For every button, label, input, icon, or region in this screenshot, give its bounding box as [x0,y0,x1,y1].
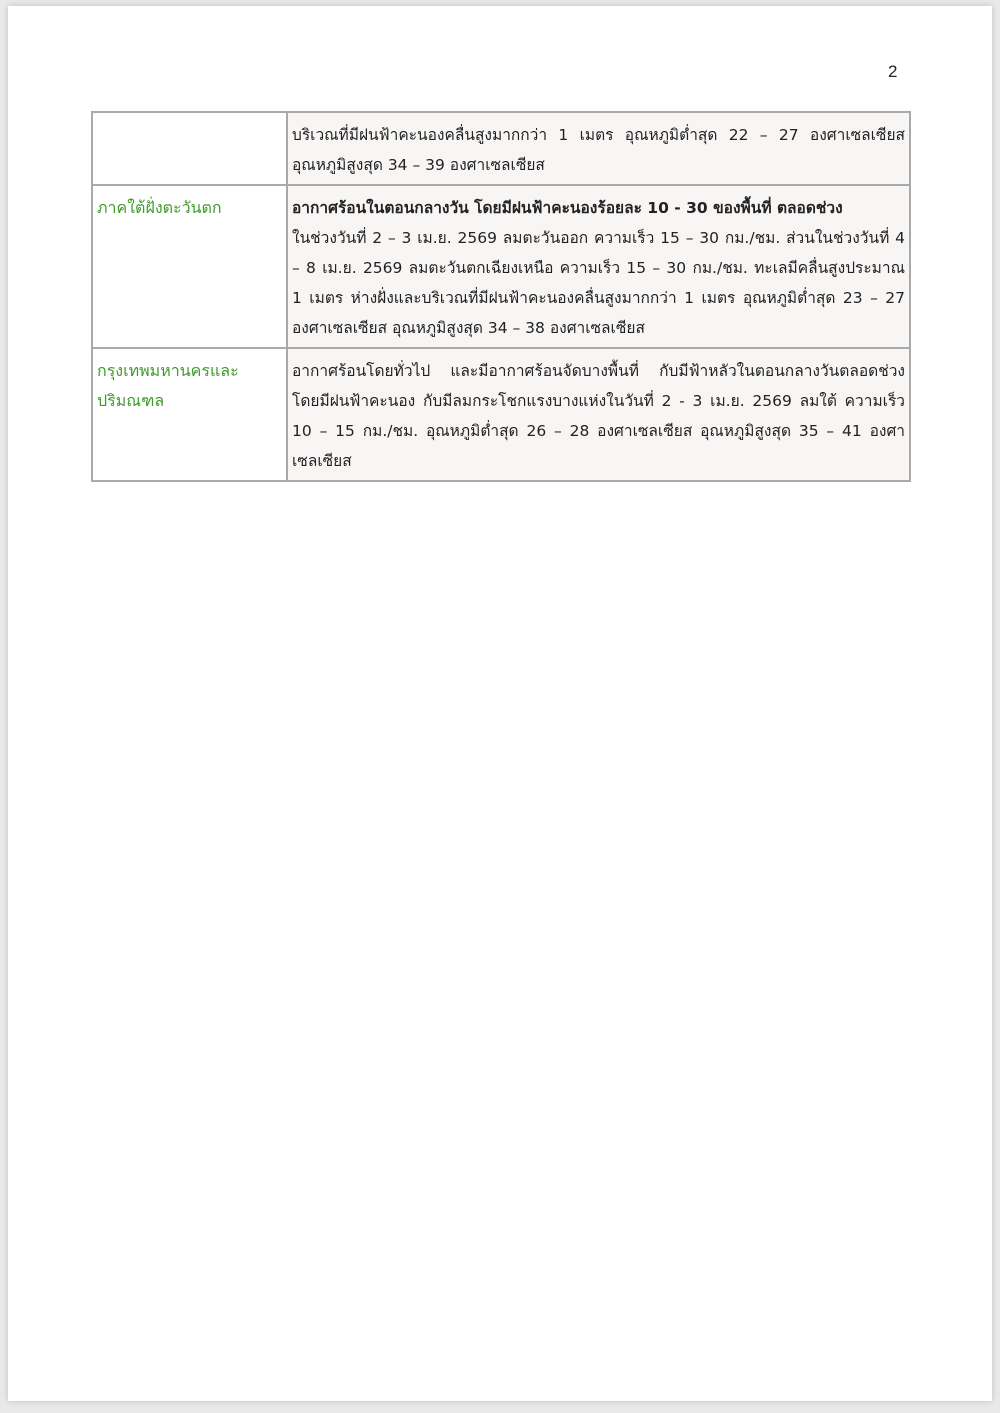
detail-text: ในช่วงวันที่ 2 – 3 เม.ย. 2569 ลมตะวันออก ความเร็ว 15 – 30 กม./ชม. ส่วนในช่วงวันที่ 4 – 8 เม.ย. 2569 ลมตะวันตกเฉียงเหนือ ความเร็ว 15 – 30 กม./ชม. ทะเลมีคลื่นสูงประมาณ 1 เมตร ห่างฝั่งและบริเวณที่มีฝนฟ้าคะนองคลื่นสูงมากกว่า 1 เมตร อุณหภูมิต่ำสุด 23 – 27 องศาเซลเซียส อุณหภูมิสูงสุด 34 – 38 องศาเซลเซียส [292,229,905,337]
table-row [92,348,910,481]
region-label: ภาคใต้ฝั่งตะวันตก [97,198,222,217]
page-number: 2 [888,62,898,81]
region-cell [92,185,287,348]
table-row [92,185,910,348]
table-row [92,112,910,185]
region-cell [92,348,287,481]
document-page [8,6,992,1401]
detail-text: อากาศร้อนโดยทั่วไป และมีอากาศร้อนจัดบางพื้นที่ กับมีฟ้าหลัวในตอนกลางวันตลอดช่วง โดยมีฝนฟ้าคะนอง กับมีลมกระโชกแรงบางแห่งในวันที่ 2 - 3 เม.ย. 2569 ลมใต้ ความเร็ว 10 – 15 กม./ชม. อุณหภูมิต่ำสุด 26 – 28 องศาเซลเซียส อุณหภูมิสูงสุด 35 – 41 องศาเซลเซียส [292,362,905,470]
forecast-table [91,111,911,482]
detail-cell [287,348,910,481]
detail-cell [287,112,910,185]
detail-lead: อากาศร้อนในตอนกลางวัน โดยมีฝนฟ้าคะนองร้อยละ 10 - 30 ของพื้นที่ ตลอดช่วง [292,199,843,217]
detail-text: บริเวณที่มีฝนฟ้าคะนองคลื่นสูงมากกว่า 1 เมตร อุณหภูมิต่ำสุด 22 – 27 องศาเซลเซียส อุณหภูมิสูงสุด 34 – 39 องศาเซลเซียส [292,126,905,174]
region-cell [92,112,287,185]
region-label: กรุงเทพมหานครและปริมณฑล [97,361,239,410]
detail-cell [287,185,910,348]
